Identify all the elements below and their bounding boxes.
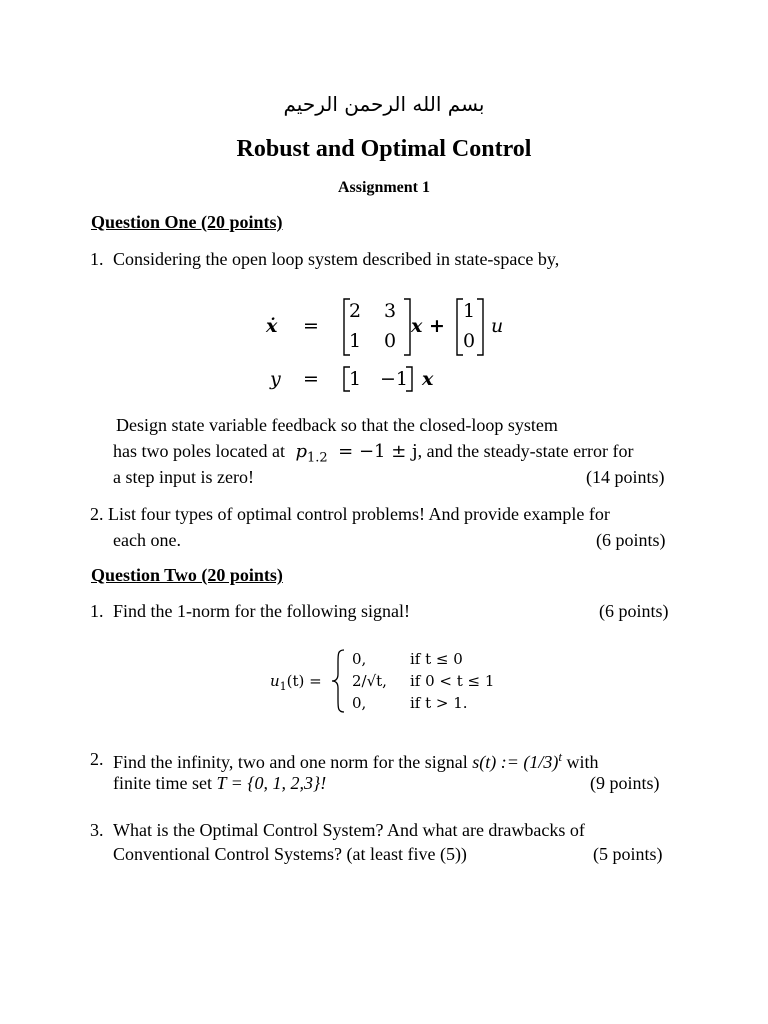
q1-item2-line1: 2. List four types of optimal control problems! And provide example for (90, 504, 610, 524)
pole-symbol: p (295, 441, 307, 462)
bismillah-text: بسم الله الرحمن الرحيم (283, 92, 485, 116)
q1-item1-body-line1: Design state variable feedback so that the closed-loop system (116, 415, 558, 435)
q1-item2-line2: each one. (113, 530, 181, 550)
question-two-heading: Question Two (20 points) (91, 565, 283, 585)
q2-item3-number: 3. (90, 820, 104, 840)
q2-item3-line2: Conventional Control Systems? (at least five (5)) (113, 844, 467, 864)
case-3-cond: if t > 1. (410, 694, 468, 712)
q2-item2-line2: finite time set T = {0, 1, 2,3}! (113, 773, 327, 793)
time-set: T = {0, 1, 2,3}! (216, 773, 327, 793)
q2-item1-text: Find the 1-norm for the following signal! (113, 601, 410, 621)
case-1-cond: if t ≤ 0 (410, 650, 463, 668)
eq-equals-2: = (303, 368, 319, 390)
q2-item1-points: (6 points) (599, 601, 669, 621)
vector-c-2: −1 (380, 368, 409, 390)
assignment-subtitle: Assignment 1 (337, 179, 430, 196)
question-one-heading: Question One (20 points) (91, 212, 283, 232)
q1-item2-points: (6 points) (596, 530, 666, 550)
matrix-a-11: 2 (349, 300, 362, 322)
q1-item1-body-line3: a step input is zero! (113, 467, 254, 487)
case-1-value: 0, (352, 650, 367, 668)
q2-item3-line1: What is the Optimal Control System? And what are drawbacks of (113, 820, 585, 840)
document-title: Robust and Optimal Control (236, 136, 532, 162)
q1-item1-body-line2: has two poles located at $p_{1.2} = -1 \pm j$, and the steady-state error for (113, 441, 634, 466)
eq-y: y (270, 368, 281, 390)
q2-item2-line1: Find the infinity, two and one norm for the signal s(t) := $(1/3)^t$ with (113, 749, 599, 772)
q2-item3-points: (5 points) (593, 844, 663, 864)
signal-exponent: t (558, 749, 563, 764)
matrix-a-21: 1 (349, 330, 362, 352)
vector-c-1: 1 (349, 368, 362, 390)
matrix-a-22: 0 (384, 330, 397, 352)
case-2-cond: if 0 < t ≤ 1 (410, 672, 495, 690)
eq-x: x (422, 368, 434, 390)
q1-item1-number: 1. (90, 249, 104, 269)
q2-item1-number: 1. (90, 601, 104, 621)
pole-subscript: 1.2 (306, 450, 328, 466)
eq-xdot: ẋ (266, 315, 278, 337)
q1-item1-text: Considering the open loop system described in state-space by, (113, 249, 560, 269)
case-3-value: 0, (352, 694, 367, 712)
q1-item1-points: (14 points) (586, 467, 665, 487)
q2-item2-points: (9 points) (590, 773, 660, 793)
func-lhs: $u_1(t)$ = (270, 672, 322, 693)
vector-b-1: 1 (463, 300, 476, 322)
pole-value: = −1 ± j (338, 441, 418, 462)
eq-x-plus: x + (411, 315, 445, 337)
eq-u: u (491, 315, 504, 337)
matrix-a-12: 3 (384, 300, 397, 322)
vector-b-2: 0 (463, 330, 476, 352)
piecewise-brace (330, 648, 348, 714)
eq-equals-1: = (303, 315, 319, 337)
signal-expression: s(t) := (1/3) (472, 752, 559, 772)
case-2-value: 2/√t, (352, 672, 387, 690)
q2-item2-number: 2. (90, 749, 104, 769)
